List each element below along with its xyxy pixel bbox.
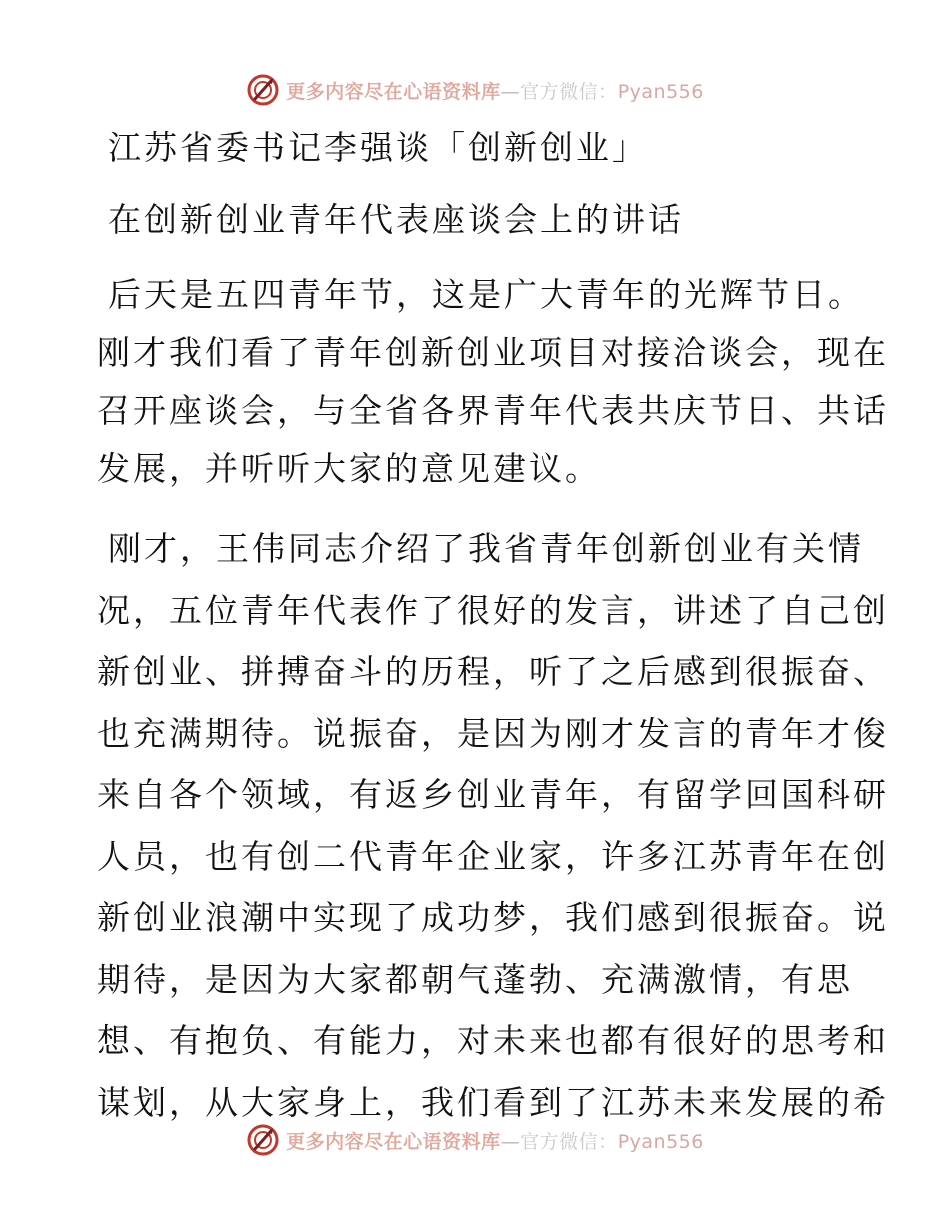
paragraph-2 bbox=[97, 518, 889, 1133]
header-banner bbox=[0, 70, 950, 110]
banner-text bbox=[286, 77, 704, 104]
paragraph-line: 来自各个领域，有返乡创业青年，有留学回国科研 bbox=[97, 775, 889, 814]
logo-icon bbox=[246, 1123, 280, 1157]
document-title: 江苏省委书记李强谈「创新创业」 bbox=[108, 128, 648, 167]
paragraph-line: 想、有抱负、有能力，对未来也都有很好的思考和 bbox=[97, 1021, 889, 1060]
paragraph-line: 新创业浪潮中实现了成功梦，我们感到很振奋。说 bbox=[97, 898, 889, 937]
document-body bbox=[97, 122, 889, 1133]
banner-main-text: 更多内容尽在心语资料库 bbox=[286, 80, 501, 103]
paragraph-line: 谋划，从大家身上，我们看到了江苏未来发展的希 bbox=[97, 1082, 889, 1122]
paragraph-1 bbox=[97, 266, 889, 498]
banner-main-text: 更多内容尽在心语资料库 bbox=[286, 1130, 501, 1153]
paragraph-line: 新创业、拼搏奋斗的历程，听了之后感到很振奋、 bbox=[97, 652, 889, 691]
paragraph-line: 期待，是因为大家都朝气蓬勃、充满激情，有思 bbox=[97, 959, 853, 999]
document-subtitle: 在创新创业青年代表座谈会上的讲话 bbox=[108, 200, 684, 239]
footer-banner bbox=[0, 1120, 950, 1160]
paragraph-line: 也充满期待。说振奋，是因为刚才发言的青年才俊 bbox=[97, 713, 889, 753]
paragraph-line: 人员，也有创二代青年企业家，许多江苏青年在创 bbox=[97, 836, 889, 876]
banner-official-label: 官方微信： bbox=[520, 1130, 618, 1153]
paragraph-line: 刚才我们看了青年创新创业项目对接洽谈会，现在 bbox=[97, 333, 889, 372]
banner-dash: — bbox=[500, 1130, 521, 1153]
banner-wechat-id: Pyan556 bbox=[617, 80, 704, 103]
logo-icon bbox=[246, 73, 280, 107]
paragraph-line: 后天是五四青年节，这是广大青年的光辉节日。 bbox=[108, 275, 864, 314]
banner-wechat-id: Pyan556 bbox=[617, 1130, 704, 1153]
banner-dash: — bbox=[500, 80, 521, 103]
paragraph-line: 发展，并听听大家的意见建议。 bbox=[97, 449, 601, 488]
banner-text bbox=[286, 1127, 704, 1154]
banner-official-label: 官方微信： bbox=[520, 80, 618, 103]
paragraph-line: 召开座谈会，与全省各界青年代表共庆节日、共话 bbox=[97, 391, 889, 430]
paragraph-line: 刚才，王伟同志介绍了我省青年创新创业有关情 bbox=[108, 529, 864, 568]
paragraph-line: 况，五位青年代表作了很好的发言，讲述了自己创 bbox=[97, 590, 889, 630]
